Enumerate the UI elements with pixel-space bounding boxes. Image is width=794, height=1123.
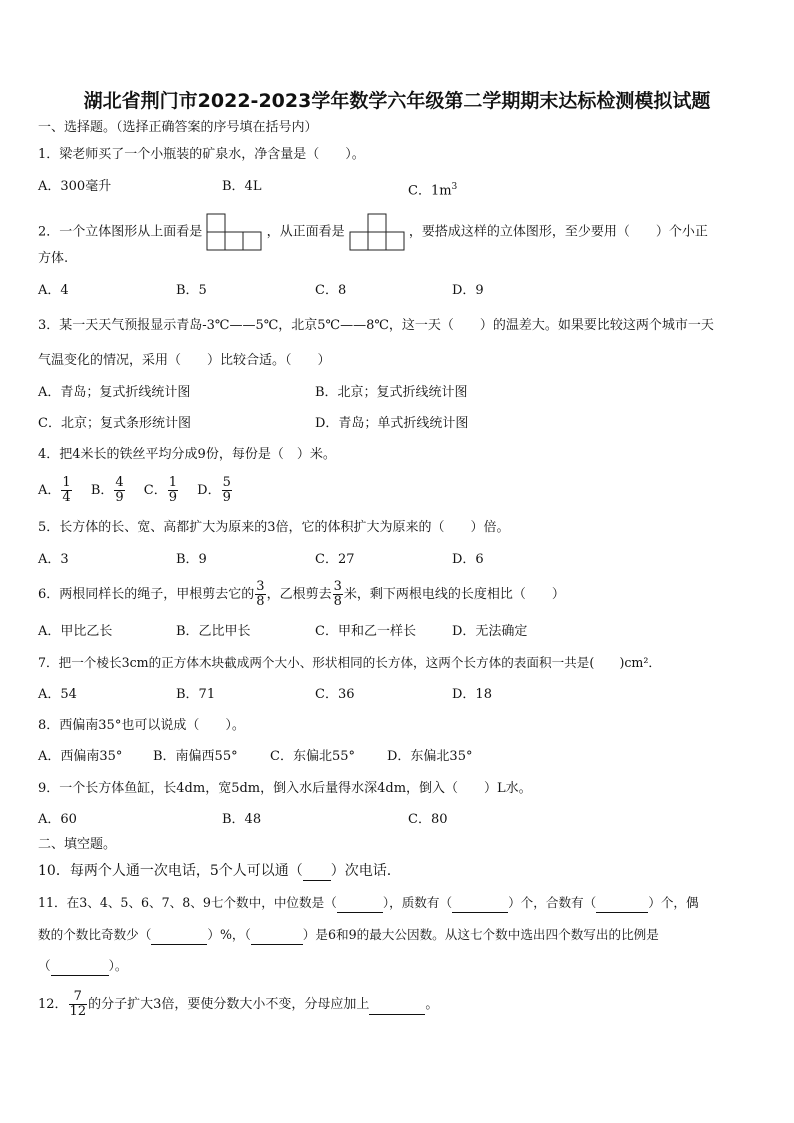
section-heading-fill: 二、填空题。 — [38, 837, 117, 852]
q5-option-a: A．3 — [38, 552, 69, 567]
question-11-line3: （ ）。 — [38, 957, 127, 976]
q7-option-a: A．54 — [38, 687, 77, 702]
q6-option-a: A．甲比乙长 — [38, 624, 113, 639]
q11-blank-percent[interactable] — [151, 926, 207, 945]
question-10-text: 10．每两个人通一次电话，5个人可以通（ ）次电话. — [38, 863, 392, 879]
front-view-figure — [349, 212, 405, 252]
q10-blank[interactable] — [303, 862, 331, 881]
q5-option-c: C．27 — [315, 552, 355, 567]
q4-option-c: C． $\frac{1}{9}$ — [143, 475, 178, 505]
question-4-text: 4．把4米长的铁丝平均分成9份，每份是（ ）米。 — [38, 447, 336, 462]
question-9-text: 9．一个长方体鱼缸，长4dm，宽5dm，倒入水后量得水深4dm，倒入（ ）L水。 — [38, 781, 532, 796]
q3-option-a: A．青岛；复式折线统计图 — [38, 385, 191, 400]
q3-option-c: C．北京；复式条形统计图 — [38, 416, 191, 431]
q4-option-d: D． $\frac{5}{9}$ — [197, 475, 231, 505]
q8-option-d: D．东偏北35° — [387, 749, 473, 764]
q8-option-b: B．南偏西55° — [153, 749, 238, 764]
q9-option-a: A．60 — [38, 812, 77, 827]
question-8-text: 8．西偏南35°也可以说成（ ）。 — [38, 718, 245, 733]
q2-option-d: D．9 — [452, 283, 484, 298]
q2-option-b: B．5 — [176, 283, 207, 298]
section-heading-choice: 一、选择题。（选择正确答案的序号填在括号内） — [38, 120, 318, 135]
question-2-text: 2．一个立体图形从上面看是 ，从正面看是 ，要搭成这样的立体图形，至少要用（ ）个小正 — [38, 212, 708, 252]
q11-blank-primes[interactable] — [452, 894, 508, 913]
q6-option-d: D．无法确定 — [452, 624, 528, 639]
question-1-text: 1．梁老师买了一个小瓶装的矿泉水，净含量是（ ）。 — [38, 147, 365, 162]
q4-option-a: A． $\frac{1}{4}$ — [38, 475, 71, 505]
q12-blank[interactable] — [369, 996, 425, 1015]
q9-option-b: B．48 — [222, 812, 262, 827]
q3-option-d: D．青岛；单式折线统计图 — [315, 416, 469, 431]
q5-option-d: D．6 — [452, 552, 484, 567]
q7-option-b: B．71 — [176, 687, 216, 702]
q6-option-c: C．甲和乙一样长 — [315, 624, 416, 639]
q1-option-c: C．$1m^3$ — [408, 182, 458, 199]
q5-option-b: B．9 — [176, 552, 207, 567]
q11-blank-proportion[interactable] — [51, 957, 109, 976]
q1-option-a: A．300毫升 — [38, 179, 112, 194]
page-title: 湖北省荆门市2022-2023学年数学六年级第二学期期末达标检测模拟试题 — [83, 90, 711, 112]
q2-option-c: C．8 — [315, 283, 347, 298]
question-3-line2: 气温变化的情况，采用（ ）比较合适。（ ） — [38, 353, 331, 368]
question-11-line1: 11．在3、4、5、6、7、8、9七个数中，中位数是（ ），质数有（ ）个，合数有（ ）个，偶 — [38, 894, 699, 913]
q3-option-b: B．北京；复式折线统计图 — [315, 385, 468, 400]
q4-option-b: B． $\frac{4}{9}$ — [90, 475, 124, 505]
q4-options — [38, 476, 233, 505]
q6-option-b: B．乙比甲长 — [176, 624, 251, 639]
q7-option-c: C．36 — [315, 687, 355, 702]
question-11-line2: 数的个数比奇数少（ ）%，（ ）是6和9的最大公因数。从这七个数中选出四个数写出的比例是 — [38, 926, 659, 945]
question-6-text: 6．两根同样长的绳子，甲根剪去它的 $\frac{3}{8}$ ，乙根剪去 $\frac{3}{8}$ 米，剩下两根电线的长度相比（ ） — [38, 579, 565, 609]
q7-option-d: D．18 — [452, 687, 492, 702]
q8-option-a: A．西偏南35° — [38, 749, 123, 764]
q11-blank-composites[interactable] — [596, 894, 648, 913]
question-3-line1: 3．某一天天气预报显示青岛-3℃——5℃，北京5℃——8℃，这一天（ ）的温差大。如果要比较这两个城市一天 — [38, 318, 714, 333]
question-12-text: 12． $\frac{7}{12}$ 的分子扩大3倍，要使分数大小不变，分母应加上 。 — [38, 989, 439, 1019]
question-7-text: 7．把一个棱长3cm的正方体木块截成两个大小、形状相同的长方体，这两个长方体的表面积一共是( )cm²． — [38, 655, 662, 670]
q2-option-a: A．4 — [38, 283, 69, 298]
q11-blank-gcd[interactable] — [251, 926, 303, 945]
q11-blank-median[interactable] — [337, 894, 383, 913]
q1-option-b: B．4L — [222, 179, 262, 194]
q9-option-c: C．80 — [408, 812, 448, 827]
q8-option-c: C．东偏北55° — [270, 749, 355, 764]
question-2-line2: 方体. — [38, 251, 69, 266]
question-5-text: 5．长方体的长、宽、高都扩大为原来的3倍，它的体积扩大为原来的（ ）倍。 — [38, 520, 510, 535]
top-view-figure — [206, 212, 262, 252]
